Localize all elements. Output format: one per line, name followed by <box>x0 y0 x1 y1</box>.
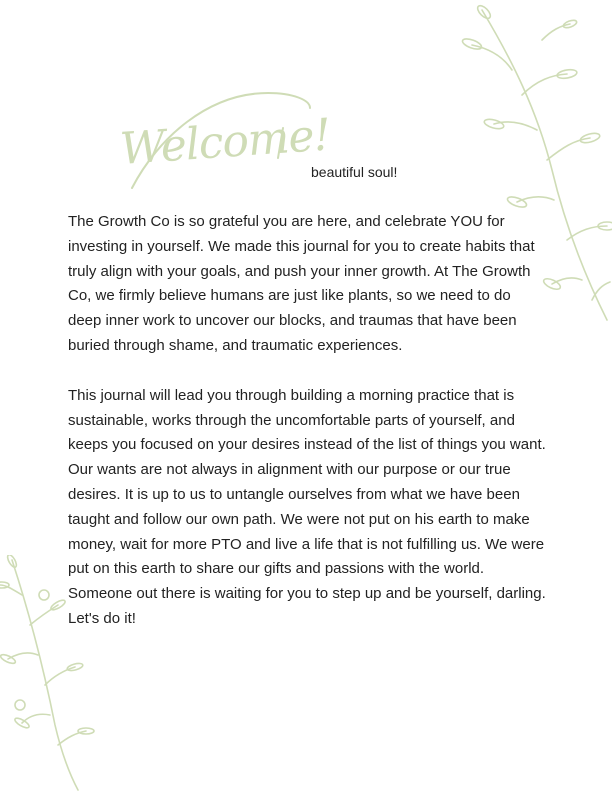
welcome-heading <box>118 88 332 208</box>
subtitle: beautiful soul! <box>311 164 398 180</box>
welcome-text: Welcome! <box>118 109 332 175</box>
body-text <box>68 210 546 657</box>
paragraph: This journal will lead you through building a morning practice that is sustainable, works through the uncomfortable parts of yourself, and keeps you focused on your desires instead of the list of things you want. Our wants are not always in alignment with our purpose or our true desires. It is up to us to untangle ourselves from what we have been taught and follow our own path. We were not put on his earth to make money, wait for more PTO and live a life that is not fulfilling us. We were put on this earth to share our gifts and passions with the world. Someone out there is waiting for you to step up and be yourself, darling. Let's do it! <box>68 386 546 627</box>
paragraph: The Growth Co is so grateful you are here, and celebrate YOU for investing in yourself. We made this journal for you to create habits that truly align with your goals, and push your inner growth. At The Growth Co, we firmly believe humans are just like plants, so we need to do deep inner work to uncover our blocks, and traumas that have been buried through shame, and traumatic experiences. <box>68 213 535 354</box>
